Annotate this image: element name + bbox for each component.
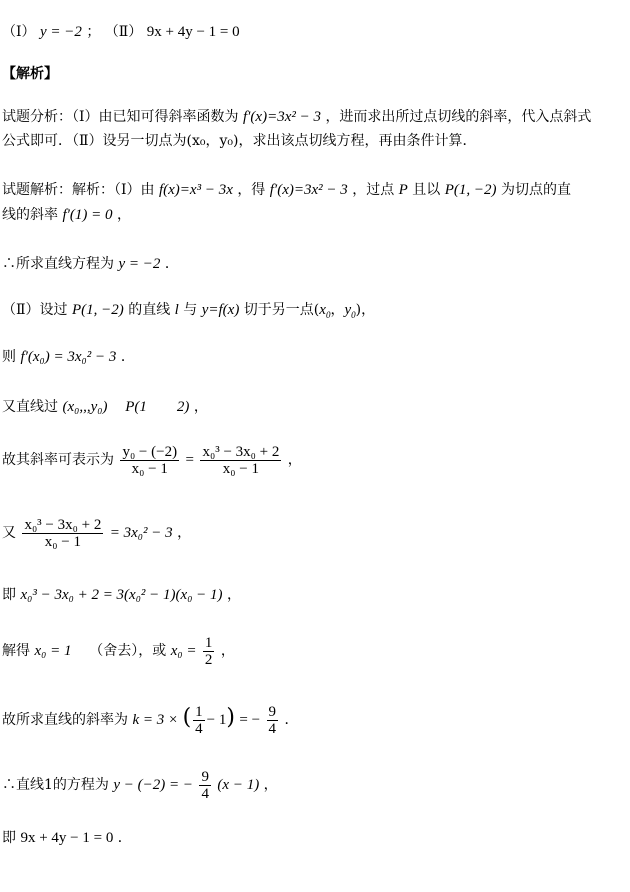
k-fraction-2-den: 4 <box>268 720 277 737</box>
k-fraction-1-num: 1 <box>195 703 203 720</box>
solution-text-8a: 又 <box>2 525 16 541</box>
k-equals: = − <box>239 712 261 728</box>
analysis-formula-1: f′(x)=3x² − 3 <box>242 109 321 125</box>
slope-fraction-2-den: x₀ − 1 <box>222 460 259 477</box>
solution-text-9a: 即 <box>2 587 16 603</box>
solution-line-l: l <box>174 302 179 318</box>
solution-line-4: （Ⅱ）设过 P(1, −2) 的直线 l 与 y=f(x) 切于另一点($x_0$，$y_0$)， <box>2 302 376 320</box>
solution-text-6a: 又直线过 <box>2 399 58 415</box>
solution-text-11a: 故所求直线的斜率为 <box>2 712 128 728</box>
answer-part2-label: （Ⅱ） <box>104 24 143 40</box>
solution-line-5 <box>2 347 135 367</box>
eq-fraction-num: x₀³ − 3x₀ + 2 <box>24 516 102 533</box>
answer-part2: 9x + 4y − 1 = 0 <box>146 24 240 40</box>
eq-rhs: = 3x₀² − 3 <box>109 525 173 541</box>
line-eq-fraction-num: 9 <box>201 768 209 785</box>
solution-text-3a: ∴所求直线方程为 <box>2 256 114 272</box>
solution-line-7 <box>2 442 302 478</box>
line-eq-lhs: y − (−2) = − <box>113 777 194 793</box>
final-equation: 9x + 4y − 1 = 0 <box>20 830 114 846</box>
eq-fraction <box>22 517 103 550</box>
solution-line-2 <box>2 205 131 225</box>
solution-text-9b: ， <box>226 587 241 603</box>
analysis-line-2: 公式即可．（Ⅱ）设另一切点为(x₀，y₀)，求出该点切线方程，再由条件计算． <box>2 133 477 149</box>
solution-text-13b: ． <box>117 830 132 846</box>
solution-line-8 <box>2 515 191 551</box>
solution-text-10c: ， <box>220 643 235 659</box>
solution-text-5b: ． <box>120 349 135 365</box>
solution-text-1c: ，过点 <box>352 182 395 198</box>
solution-text-5a: 则 <box>2 349 16 365</box>
root-fraction <box>203 635 215 668</box>
solution-formula-5: f′(x₀) = 3x₀² − 3 <box>20 349 117 365</box>
solution-text-6d: ， <box>193 399 208 415</box>
solution-text-1b: ，得 <box>237 182 266 198</box>
solution-text-3b: ． <box>164 256 179 272</box>
line-eq-fraction-den: 4 <box>201 785 209 802</box>
k-fraction-2 <box>267 704 279 737</box>
solution-text-7b: ， <box>287 452 302 468</box>
solution-line-3 <box>2 254 179 274</box>
solution-text-2a: 线的斜率 <box>2 207 58 223</box>
solution-line-12 <box>2 767 278 803</box>
solution-text-4b: 的直线 <box>128 302 171 318</box>
solution-text-8b: ， <box>177 525 192 541</box>
answer-line <box>2 22 240 42</box>
solution-text-1e: 为切点的直 <box>500 182 571 198</box>
slope-fraction-1-num: y₀ − (−2) <box>122 443 178 460</box>
slope-k: k = 3 × <box>132 712 179 728</box>
solution-formula-2: f′(1) = 0 <box>62 207 113 223</box>
solution-text-4a: （Ⅱ）设过 <box>2 302 68 318</box>
solution-line-6 <box>2 397 208 417</box>
answer-separator: ； <box>86 24 101 40</box>
solution-formula-9: x₀³ − 3x₀ + 2 = 3(x₀² − 1)(x₀ − 1) <box>20 587 223 603</box>
solution-root-1: x₀ = 1 <box>34 643 72 659</box>
slope-equals: = <box>185 452 195 468</box>
k-fraction-2-num: 9 <box>268 703 277 720</box>
root-fraction-den: 2 <box>204 651 213 668</box>
solution-text-10a: 解得 <box>2 643 30 659</box>
answer-part1-label: （Ⅰ） <box>2 24 36 40</box>
analysis-line-1 <box>2 107 591 127</box>
solution-formula-3: y = −2 <box>118 256 161 272</box>
section-heading: 【解析】 <box>2 66 58 82</box>
solution-text-4e: ， <box>330 302 345 318</box>
solution-text-12b: ， <box>263 777 278 793</box>
solution-formula-f: f(x)=x³ − 3x <box>158 182 233 198</box>
solution-formula-6a: (x₀,,,y₀) <box>62 399 108 415</box>
solution-line-13 <box>2 828 132 848</box>
line-eq-fraction <box>199 769 211 802</box>
solution-point-p: P <box>398 182 408 198</box>
solution-text-2b: ， <box>116 207 131 223</box>
k-fraction-1 <box>193 704 205 737</box>
slope-fraction-2 <box>200 444 281 477</box>
solution-line-1 <box>2 180 571 200</box>
solution-text-7a: 故其斜率可表示为 <box>2 452 114 468</box>
slope-fraction-1 <box>120 444 179 477</box>
solution-text-13a: 即 <box>2 830 16 846</box>
solution-root-2-lhs: x₀ = <box>170 643 197 659</box>
solution-text-4f: )， <box>355 302 376 318</box>
solution-text-4c: 与 <box>183 302 198 318</box>
solution-line-11: 故所求直线的斜率为 k = 3 × ( $\frac{1}{4}$ − 1) = − $\frac{9}{4}$ ． <box>2 703 299 737</box>
k-minus-one: − 1 <box>206 712 227 728</box>
eq-fraction-den: x₀ − 1 <box>44 533 81 550</box>
solution-text-10b: （舍去），或 <box>89 643 167 659</box>
slope-fraction-1-den: x₀ − 1 <box>131 460 168 477</box>
solution-text-12a: ∴直线1的方程为 <box>2 777 109 793</box>
solution-formula-4: y=f(x) <box>201 302 240 318</box>
analysis-text-1a: 试题分析：（Ⅰ）由已知可得斜率函数为 <box>2 109 239 125</box>
solution-point-4: P(1, −2) <box>71 302 124 318</box>
solution-text-1a: 试题解析：解析：（Ⅰ）由 <box>2 182 155 198</box>
slope-fraction-2-num: x₀³ − 3x₀ + 2 <box>202 443 280 460</box>
line-eq-factor: (x − 1) <box>217 777 260 793</box>
solution-point-p-coords: P(1, −2) <box>444 182 497 198</box>
solution-line-10 <box>2 633 235 669</box>
k-fraction-1-den: 4 <box>195 720 203 737</box>
solution-text-1d: 且以 <box>412 182 441 198</box>
solution-line-9 <box>2 585 241 605</box>
solution-text-11b: ． <box>284 712 299 728</box>
solution-formula-fprime: f′(x)=3x² − 3 <box>269 182 348 198</box>
root-fraction-num: 1 <box>204 634 213 651</box>
analysis-text-1b: ，进而求出所过点切线的斜率，代入点斜式 <box>325 109 592 125</box>
solution-text-4d: 切于另一点( <box>243 302 320 318</box>
solution-formula-6b: P(1 2) <box>125 399 190 415</box>
answer-part1: y = −2 <box>39 24 82 40</box>
